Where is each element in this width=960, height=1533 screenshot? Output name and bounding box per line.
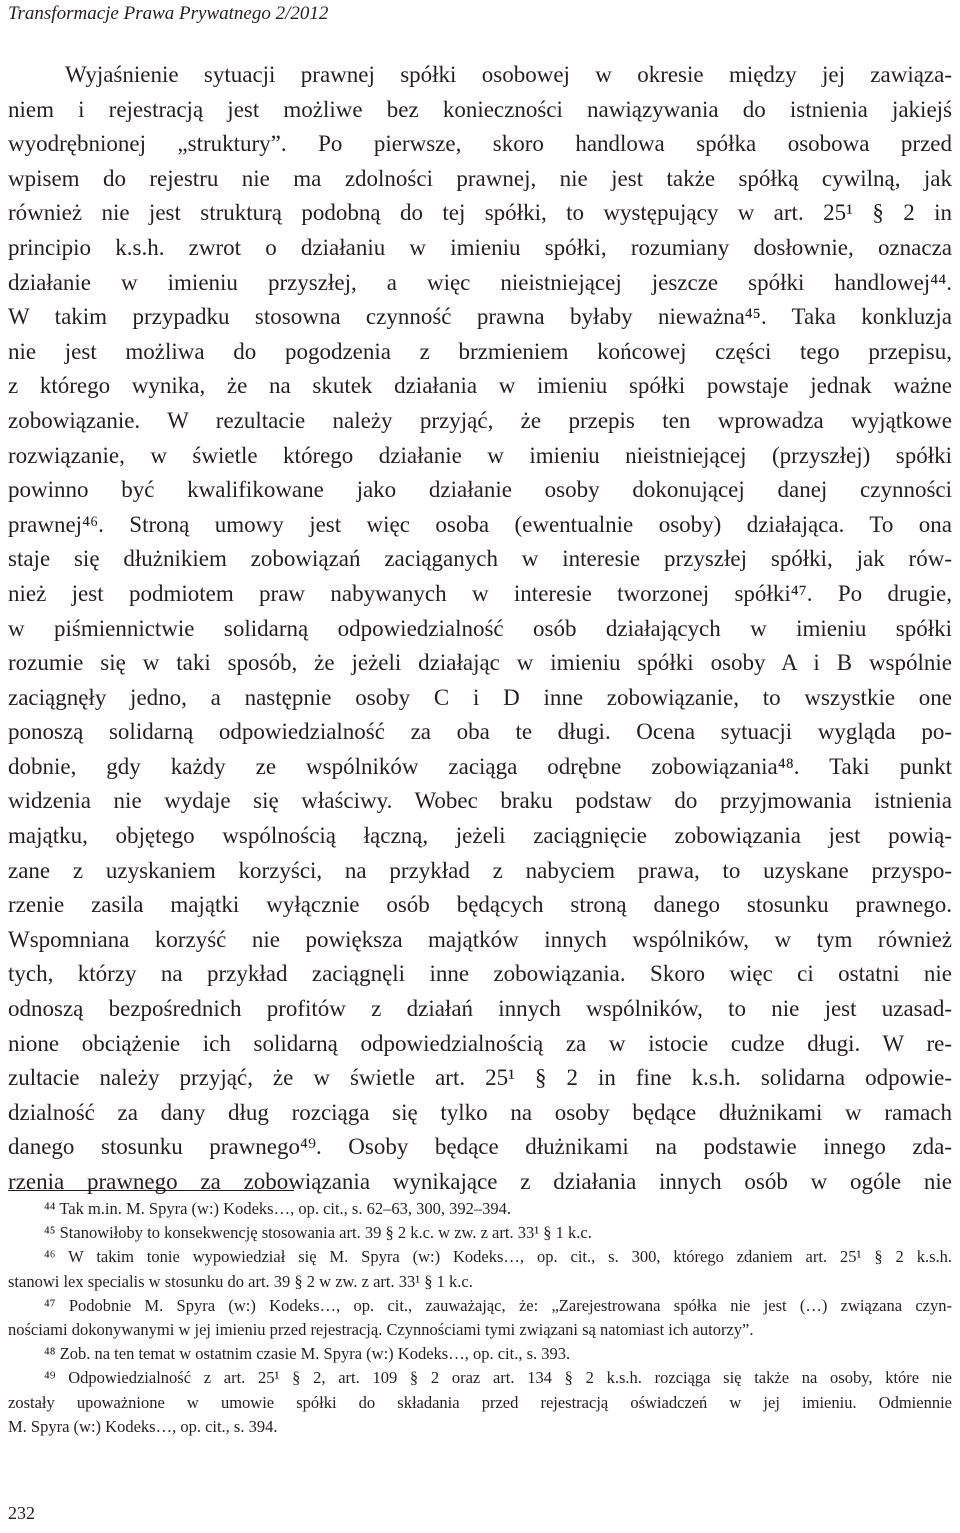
footnote-line: ⁴⁸ Zob. na ten temat w ostatnim czasie M. Spyra (w:) Kodeks…, op. cit., s. 393. <box>44 1344 571 1364</box>
body-line: ponoszą solidarną odpowiedzialność za oba te długi. Ocena sytuacji wygląda po- <box>8 719 952 745</box>
body-line: działanie w imieniu przyszłej, a więc nieistniejącej jeszcze spółki handlowej⁴⁴. <box>8 269 952 295</box>
body-line: principio k.s.h. zwrot o działaniu w imieniu spółki, rozumiany dosłownie, oznacza <box>8 234 952 260</box>
body-line: dobnie, gdy każdy ze wspólników zaciąga odrębne zobowiązania⁴⁸. Taki punkt <box>8 753 952 779</box>
body-text <box>8 58 952 1200</box>
body-line: z którego wynika, że na skutek działania w imieniu spółki powstaje jednak ważne <box>8 373 952 399</box>
body-line: tych, którzy na przykład zaciągnęli inne zobowiązania. Skoro więc ci ostatni nie <box>8 961 952 987</box>
footnote-line: zostały upoważnione w umowie spółki do składania przed rejestracją oświadczeń w jej imieniu. Odmiennie <box>8 1392 952 1412</box>
body-line: nież jest podmiotem praw nabywanych w interesie tworzonej spółki⁴⁷. Po drugie, <box>8 580 952 606</box>
footnote-line: ⁴⁵ Stanowiłoby to konsekwencję stosowania art. 39 § 2 k.c. w zw. z art. 33¹ § 1 k.c. <box>44 1223 592 1243</box>
body-line: również nie jest strukturą podobną do tej spółki, to występujący w art. 25¹ § 2 in <box>8 200 952 226</box>
body-line: rozumie się w taki sposób, że jeżeli działając w imieniu spółki osoby A i B wspólnie <box>8 650 952 676</box>
body-line: niem i rejestracją jest możliwe bez konieczności nawiązywania do istnienia jakiejś <box>8 96 952 122</box>
body-line: dzialność za dany dług rozciąga się tylko na osoby będące dłużnikami w ramach <box>8 1099 952 1125</box>
body-line: zobowiązanie. W rezultacie należy przyjąć, że przepis ten wprowadza wyjątkowe <box>8 407 952 433</box>
body-line: prawnej⁴⁶. Stroną umowy jest więc osoba (ewentualnie osoby) działająca. To ona <box>8 511 952 537</box>
body-line: zaciągnęły jedno, a następnie osoby C i D inne zobowiązanie, to wszystkie one <box>8 684 952 710</box>
body-line: zane z uzyskaniem korzyści, na przykład z nabyciem prawa, to uzyskane przyspo- <box>8 857 952 883</box>
footnote-line: nościami dokonywanymi w jej imieniu przed rejestracją. Czynnościami tymi związani są natomiast ich autorzy”. <box>8 1319 754 1339</box>
body-line: staje się dłużnikiem zobowiązań zaciąganych w interesie przyszłej spółki, jak rów- <box>8 546 952 572</box>
body-line: widzenia nie wydaje się właściwy. Wobec braku podstaw do przyjmowania istnienia <box>8 788 952 814</box>
body-line: rozwiązanie, w świetle którego działanie w imieniu nieistniejącej (przyszłej) spółki <box>8 442 952 468</box>
footnote-line: ⁴⁶ W takim tonie wypowiedział się M. Spyra (w:) Kodeks…, op. cit., s. 300, którego zdaniem art. 25¹ § 2 k.s.h. <box>44 1247 952 1267</box>
footnotes <box>8 1197 952 1439</box>
body-line: wyodrębnionej „struktury”. Po pierwsze, skoro handlowa spółka osobowa przed <box>8 131 952 157</box>
body-line: Wspomniana korzyść nie powiększa majątków innych wspólników, w tym również <box>8 926 952 952</box>
body-line: nie jest możliwa do pogodzenia z brzmieniem końcowej części tego przepisu, <box>8 338 952 364</box>
body-line: powinno być kwalifikowane jako działanie osoby dokonującej danej czynności <box>8 477 952 503</box>
footnote-line: ⁴⁷ Podobnie M. Spyra (w:) Kodeks…, op. cit., zauważając, że: „Zarejestrowana spółka nie jest (…) związana czyn- <box>44 1295 952 1315</box>
footnote-line: M. Spyra (w:) Kodeks…, op. cit., s. 394. <box>8 1416 278 1436</box>
body-line: majątku, objętego wspólnością łączną, jeżeli zaciągnięcie zobowiązania jest powią- <box>8 823 952 849</box>
body-line: odnoszą bezpośrednich profitów z działań innych wspólników, to nie jest uzasad- <box>8 996 952 1022</box>
body-line: W takim przypadku stosowna czynność prawna byłaby nieważna⁴⁵. Taka konkluzja <box>8 304 952 330</box>
footnote-line: stanowi lex specialis w stosunku do art. 39 § 2 w zw. z art. 33¹ § 1 k.c. <box>8 1271 473 1291</box>
body-line: zultacie należy przyjąć, że w świetle art. 25¹ § 2 in fine k.s.h. solidarna odpowie- <box>8 1065 952 1091</box>
footnote-line: ⁴⁹ Odpowiedzialność z art. 25¹ § 2, art. 109 § 2 oraz art. 134 § 2 k.s.h. rozciąga się także na osoby, które nie <box>44 1368 952 1388</box>
body-line: w piśmiennictwie solidarną odpowiedzialność osób działających w imieniu spółki <box>8 615 952 641</box>
body-line: rzenie zasila majątki wyłącznie osób będących stroną danego stosunku prawnego. <box>8 892 952 918</box>
journal-header: Transformacje Prawa Prywatnego 2/2012 <box>8 3 329 24</box>
body-line: danego stosunku prawnego⁴⁹. Osoby będące dłużnikami na podstawie innego zda- <box>8 1134 952 1160</box>
footnote-line: ⁴⁴ Tak m.in. M. Spyra (w:) Kodeks…, op. cit., s. 62–63, 300, 392–394. <box>44 1199 511 1218</box>
body-line: wpisem do rejestru nie ma zdolności prawnej, nie jest także spółką cywilną, jak <box>8 165 952 191</box>
body-line: Wyjaśnienie sytuacji prawnej spółki osobowej w okresie między jej zawiąza- <box>65 62 952 87</box>
body-line: rzenia prawnego za zobowiązania wynikające z działania innych osób w ogóle nie <box>8 1169 952 1194</box>
footnote-divider <box>8 1190 294 1191</box>
page-number: 232 <box>8 1503 35 1523</box>
body-line: nione obciążenie ich solidarną odpowiedzialnością za w istocie cudze długi. W re- <box>8 1030 952 1056</box>
